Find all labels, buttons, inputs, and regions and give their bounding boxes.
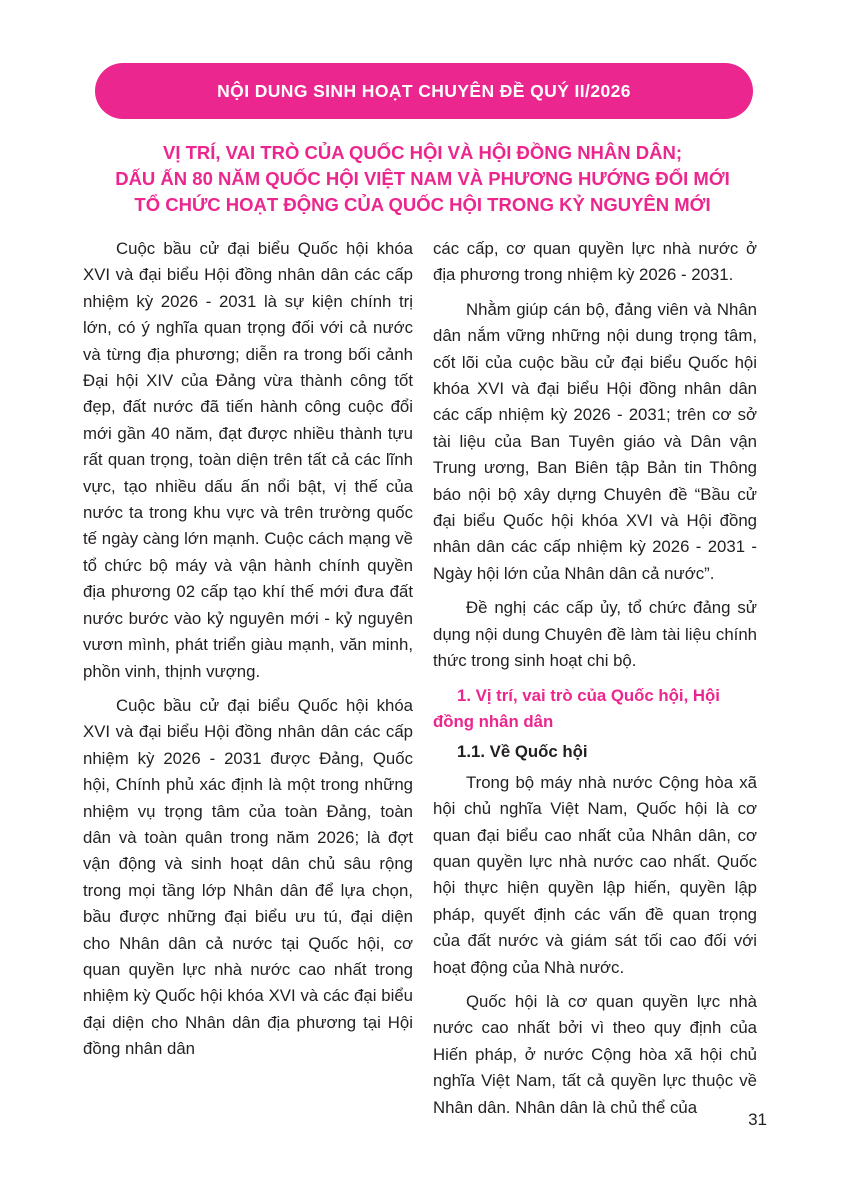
title-line-1: VỊ TRÍ, VAI TRÒ CỦA QUỐC HỘI VÀ HỘI ĐỒNG NHÂN DÂN;	[162, 142, 683, 163]
paragraph-continued: các cấp, cơ quan quyền lực nhà nước ở địa phương trong nhiệm kỳ 2026 - 2031.	[433, 239, 757, 285]
right-column	[433, 236, 757, 1129]
paragraph: Trong bộ máy nhà nước Cộng hòa xã hội chủ nghĩa Việt Nam, Quốc hội là cơ quan đại biểu cao nhất của Nhân dân, cơ quan quyền lực nhà nước cao nhất. Quốc hội thực hiện quyền lập hiến, quyền lập pháp, quyết định các vấn đề quan trọng của đất nước và giám sát tối cao đối với hoạt động của Nhà nước.	[433, 772, 757, 977]
title-line-2: DẤU ẤN 80 NĂM QUỐC HỘI VIỆT NAM VÀ PHƯƠNG HƯỚNG ĐỔI MỚI	[115, 168, 730, 189]
paragraph: Quốc hội là cơ quan quyền lực nhà nước cao nhất bởi vì theo quy định của Hiến pháp, ở nước Cộng hòa xã hội chủ nghĩa Việt Nam, tất cả quyền lực thuộc về Nhân dân. Nhân dân là chủ thể của	[433, 991, 757, 1117]
paragraph: Đề nghị các cấp ủy, tổ chức đảng sử dụng nội dung Chuyên đề làm tài liệu chính thức trong sinh hoạt chi bộ.	[433, 598, 757, 671]
left-column	[83, 236, 413, 1071]
section-heading-1: 1. Vị trí, vai trò của Quốc hội, Hội đồng nhân dân	[433, 685, 720, 731]
paragraph: Cuộc bầu cử đại biểu Quốc hội khóa XVI và đại biểu Hội đồng nhân dân các cấp nhiệm kỳ 2026 - 2031 là sự kiện chính trị lớn, có ý nghĩa quan trọng đối với cả nước và từng địa phương; diễn ra trong bối cảnh Đại hội XIV của Đảng vừa thành công tốt đẹp, đất nước đã tiến hành công cuộc đổi mới gần 40 năm, đạt được nhiều thành tựu rất quan trọng, toàn diện trên tất cả các lĩnh vực, tạo nhiều dấu ấn nổi bật, vị thế của nước ta trong khu vực và trên trường quốc tế ngày càng lớn mạnh. Cuộc cách mạng về tổ chức bộ máy và vận hành chính quyền địa phương 02 cấp tạo khí thế mới đưa đất nước bước vào kỷ nguyên mới - kỷ nguyên vươn mình, phát triển giàu mạnh, văn minh, phồn vinh, thịnh vượng.	[83, 239, 413, 681]
banner-title: NỘI DUNG SINH HOẠT CHUYÊN ĐỀ QUÝ II/2026	[217, 80, 631, 101]
title-line-3: TỔ CHỨC HOẠT ĐỘNG CỦA QUỐC HỘI TRONG KỶ NGUYÊN MỚI	[134, 194, 711, 215]
section-banner	[95, 63, 753, 119]
paragraph: Nhằm giúp cán bộ, đảng viên và Nhân dân nắm vững những nội dung trọng tâm, cốt lõi của cuộc bầu cử đại biểu Quốc hội khóa XVI và đại biểu Hội đồng nhân dân các cấp nhiệm kỳ 2026 - 2031; trên cơ sở tài liệu của Ban Tuyên giáo và Dân vận Trung ương, Ban Biên tập Bản tin Thông báo nội bộ xây dựng Chuyên đề “Bầu cử đại biểu Quốc hội khóa XVI và Hội đồng nhân dân các cấp nhiệm kỳ 2026 - 2031 - Ngày hội lớn của Nhân dân cả nước”.	[433, 299, 757, 583]
article-title	[70, 140, 775, 218]
page-number: 31	[748, 1110, 767, 1129]
paragraph: Cuộc bầu cử đại biểu Quốc hội khóa XVI và đại biểu Hội đồng nhân dân các cấp nhiệm kỳ 2026 - 2031 được Đảng, Quốc hội, Chính phủ xác định là một trong những nhiệm vụ trọng tâm của toàn Đảng, toàn dân và toàn quân trong năm 2026; là đợt vận động và sinh hoạt dân chủ sâu rộng trong mọi tầng lớp Nhân dân để lựa chọn, bầu được những đại biểu ưu tú, đại diện cho Nhân dân cả nước tại Quốc hội, cơ quan quyền lực nhà nước cao nhất trong nhiệm kỳ Quốc hội khóa XVI và các đại biểu đại diện cho Nhân dân địa phương tại Hội đồng nhân dân	[83, 695, 413, 1059]
subsection-heading-1-1: 1.1. Về Quốc hội	[457, 742, 588, 762]
